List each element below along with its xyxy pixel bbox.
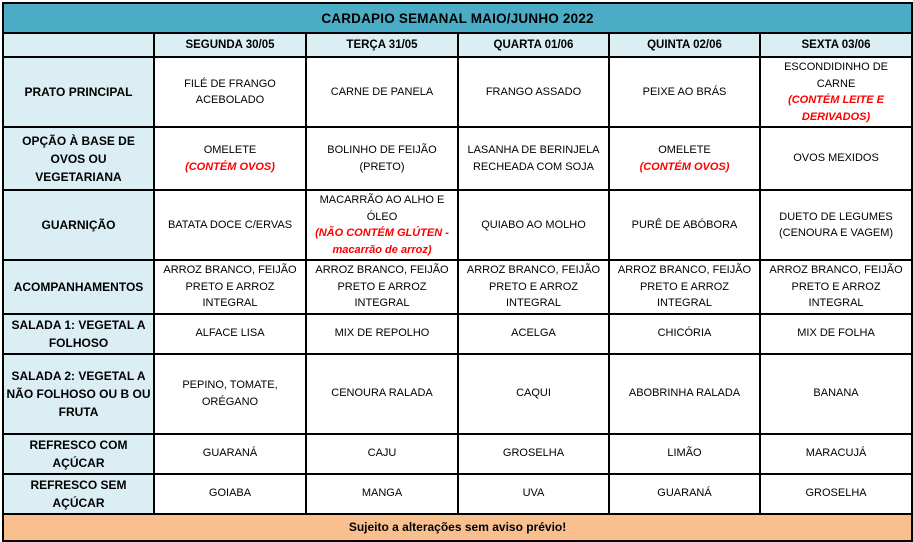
table-row: [3, 57, 912, 127]
menu-item-text: PEPINO, TOMATE, ORÉGANO: [182, 379, 278, 408]
menu-cell: [609, 190, 760, 260]
menu-cell: [306, 127, 458, 190]
menu-cell: [609, 354, 760, 434]
menu-item-text: OMELETE: [203, 144, 257, 156]
menu-cell: [154, 190, 306, 260]
menu-item-text: PEIXE AO BRÁS: [642, 85, 727, 98]
menu-item-text: PURÊ DE ABÓBORA: [631, 218, 738, 231]
menu-item-text: GUARANÁ: [657, 487, 712, 500]
menu-cell: [760, 354, 912, 434]
menu-cell: [458, 260, 609, 314]
menu-item-text: DUETO DE LEGUMES (CENOURA E VAGEM): [778, 210, 894, 239]
menu-item-text: MIX DE REPOLHO: [334, 327, 430, 340]
menu-item-text: ARROZ BRANCO, FEIJÃO PRETO E ARROZ INTEGRAL: [617, 264, 752, 309]
menu-cell: [154, 314, 306, 354]
menu-cell: [609, 57, 760, 127]
menu-cell: [458, 57, 609, 127]
menu-item-text: UVA: [522, 487, 545, 500]
menu-cell: [154, 127, 306, 190]
menu-cell: [609, 260, 760, 314]
table-row: [3, 127, 912, 190]
table-row: [3, 434, 912, 474]
menu-cell: [760, 474, 912, 514]
menu-item-text: CAQUI: [516, 387, 551, 400]
menu-cell: [306, 474, 458, 514]
menu-item-text: LASANHA DE BERINJELA RECHEADA COM SOJA: [467, 144, 600, 173]
row-label: REFRESCO COM AÇÚCAR: [3, 434, 154, 474]
menu-cell: [458, 474, 609, 514]
day-header-3: QUINTA 02/06: [609, 33, 760, 57]
row-label: REFRESCO SEM AÇÚCAR: [3, 474, 154, 514]
menu-cell: [458, 190, 609, 260]
menu-cell: [458, 354, 609, 434]
menu-cell: [458, 434, 609, 474]
menu-item-text: OVOS MEXIDOS: [793, 152, 879, 165]
menu-cell: [306, 190, 458, 260]
menu-item-text: ALFACE LISA: [195, 327, 265, 340]
table-row: [3, 260, 912, 314]
menu-cell: [760, 314, 912, 354]
menu-cell: [154, 434, 306, 474]
allergen-note: (CONTÉM OVOS): [639, 160, 730, 173]
menu-item-text: BATATA DOCE C/ERVAS: [167, 218, 293, 231]
menu-item-text: ARROZ BRANCO, FEIJÃO PRETO E ARROZ INTEGRAL: [769, 264, 903, 309]
menu-item-text: OMELETE: [658, 144, 711, 156]
menu-item-text: MIX DE FOLHA: [797, 327, 875, 340]
title-row: [3, 3, 912, 33]
menu-cell: [306, 57, 458, 127]
table-row: [3, 190, 912, 260]
allergen-note: (CONTÉM LEITE E DERIVADOS): [788, 94, 885, 123]
menu-cell: [609, 127, 760, 190]
menu-item-text: GUARANÁ: [202, 447, 258, 460]
menu-item-text: MANGA: [361, 487, 403, 500]
day-header-4: SEXTA 03/06: [760, 33, 912, 57]
menu-item-text: CHICÓRIA: [657, 327, 712, 340]
menu-cell: [458, 127, 609, 190]
menu-item-text: ACELGA: [511, 327, 556, 340]
row-label: ACOMPANHAMENTOS: [3, 260, 154, 314]
menu-item-text: CENOURA RALADA: [331, 387, 433, 400]
menu-item-text: ARROZ BRANCO, FEIJÃO PRETO E ARROZ INTEGRAL: [315, 264, 449, 309]
menu-item-text: BANANA: [813, 387, 859, 400]
menu-cell: [154, 57, 306, 127]
footer-row: [3, 514, 912, 541]
menu-item-text: CARNE DE PANELA: [330, 85, 434, 98]
allergen-note: (NÃO CONTÉM GLÚTEN - macarrão de arroz): [315, 227, 449, 256]
allergen-note: (CONTÉM OVOS): [185, 160, 275, 173]
menu-cell: [760, 190, 912, 260]
corner-cell: [3, 33, 154, 57]
row-label: GUARNIÇÃO: [3, 190, 154, 260]
row-label: SALADA 1: VEGETAL A FOLHOSO: [3, 314, 154, 354]
menu-item-text: FILÉ DE FRANGO ACEBOLADO: [184, 77, 276, 106]
weekly-menu-table: [2, 2, 913, 542]
menu-cell: [306, 434, 458, 474]
day-header-2: QUARTA 01/06: [458, 33, 609, 57]
menu-item-text: BOLINHO DE FEIJÃO (PRETO): [327, 144, 437, 173]
menu-cell: [609, 434, 760, 474]
menu-cell: [306, 260, 458, 314]
menu-item-text: ESCONDIDINHO DE CARNE: [784, 61, 888, 90]
menu-item-text: GOIABA: [208, 487, 252, 500]
menu-cell: [609, 314, 760, 354]
menu-item-text: GROSELHA: [502, 447, 565, 460]
row-label: PRATO PRINCIPAL: [3, 57, 154, 127]
menu-item-text: ARROZ BRANCO, FEIJÃO PRETO E ARROZ INTEGRAL: [163, 264, 297, 309]
menu-cell: [306, 354, 458, 434]
row-label: SALADA 2: VEGETAL A NÃO FOLHOSO OU B OU FRUTA: [3, 354, 154, 434]
day-header-1: TERÇA 31/05: [306, 33, 458, 57]
table-row: [3, 474, 912, 514]
table-row: [3, 314, 912, 354]
menu-cell: [306, 314, 458, 354]
menu-cell: [760, 57, 912, 127]
menu-cell: [760, 260, 912, 314]
day-header-row: [3, 33, 912, 57]
menu-item-text: ARROZ BRANCO, FEIJÃO PRETO E ARROZ INTEGRAL: [466, 264, 601, 309]
menu-item-text: MARACUJÁ: [805, 447, 867, 460]
menu-cell: [458, 314, 609, 354]
menu-item-text: MACARRÃO AO ALHO E ÓLEO: [319, 194, 445, 223]
menu-cell: [609, 474, 760, 514]
row-label: OPÇÃO À BASE DE OVOS OU VEGETARIANA: [3, 127, 154, 190]
menu-cell: [760, 127, 912, 190]
menu-item-text: LIMÃO: [667, 447, 702, 460]
day-header-0: SEGUNDA 30/05: [154, 33, 306, 57]
menu-item-text: FRANGO ASSADO: [485, 85, 582, 98]
table-row: [3, 354, 912, 434]
menu-table-body: [3, 57, 912, 514]
menu-cell: [760, 434, 912, 474]
menu-cell: [154, 260, 306, 314]
menu-item-text: QUIABO AO MOLHO: [481, 218, 586, 231]
menu-cell: [154, 354, 306, 434]
disclaimer-text: Sujeito a alterações sem aviso prévio!: [3, 514, 912, 541]
menu-item-text: CAJU: [367, 447, 397, 460]
menu-item-text: GROSELHA: [805, 487, 867, 500]
menu-item-text: ABOBRINHA RALADA: [628, 387, 741, 400]
page-title: CARDAPIO SEMANAL MAIO/JUNHO 2022: [3, 3, 912, 33]
menu-cell: [154, 474, 306, 514]
